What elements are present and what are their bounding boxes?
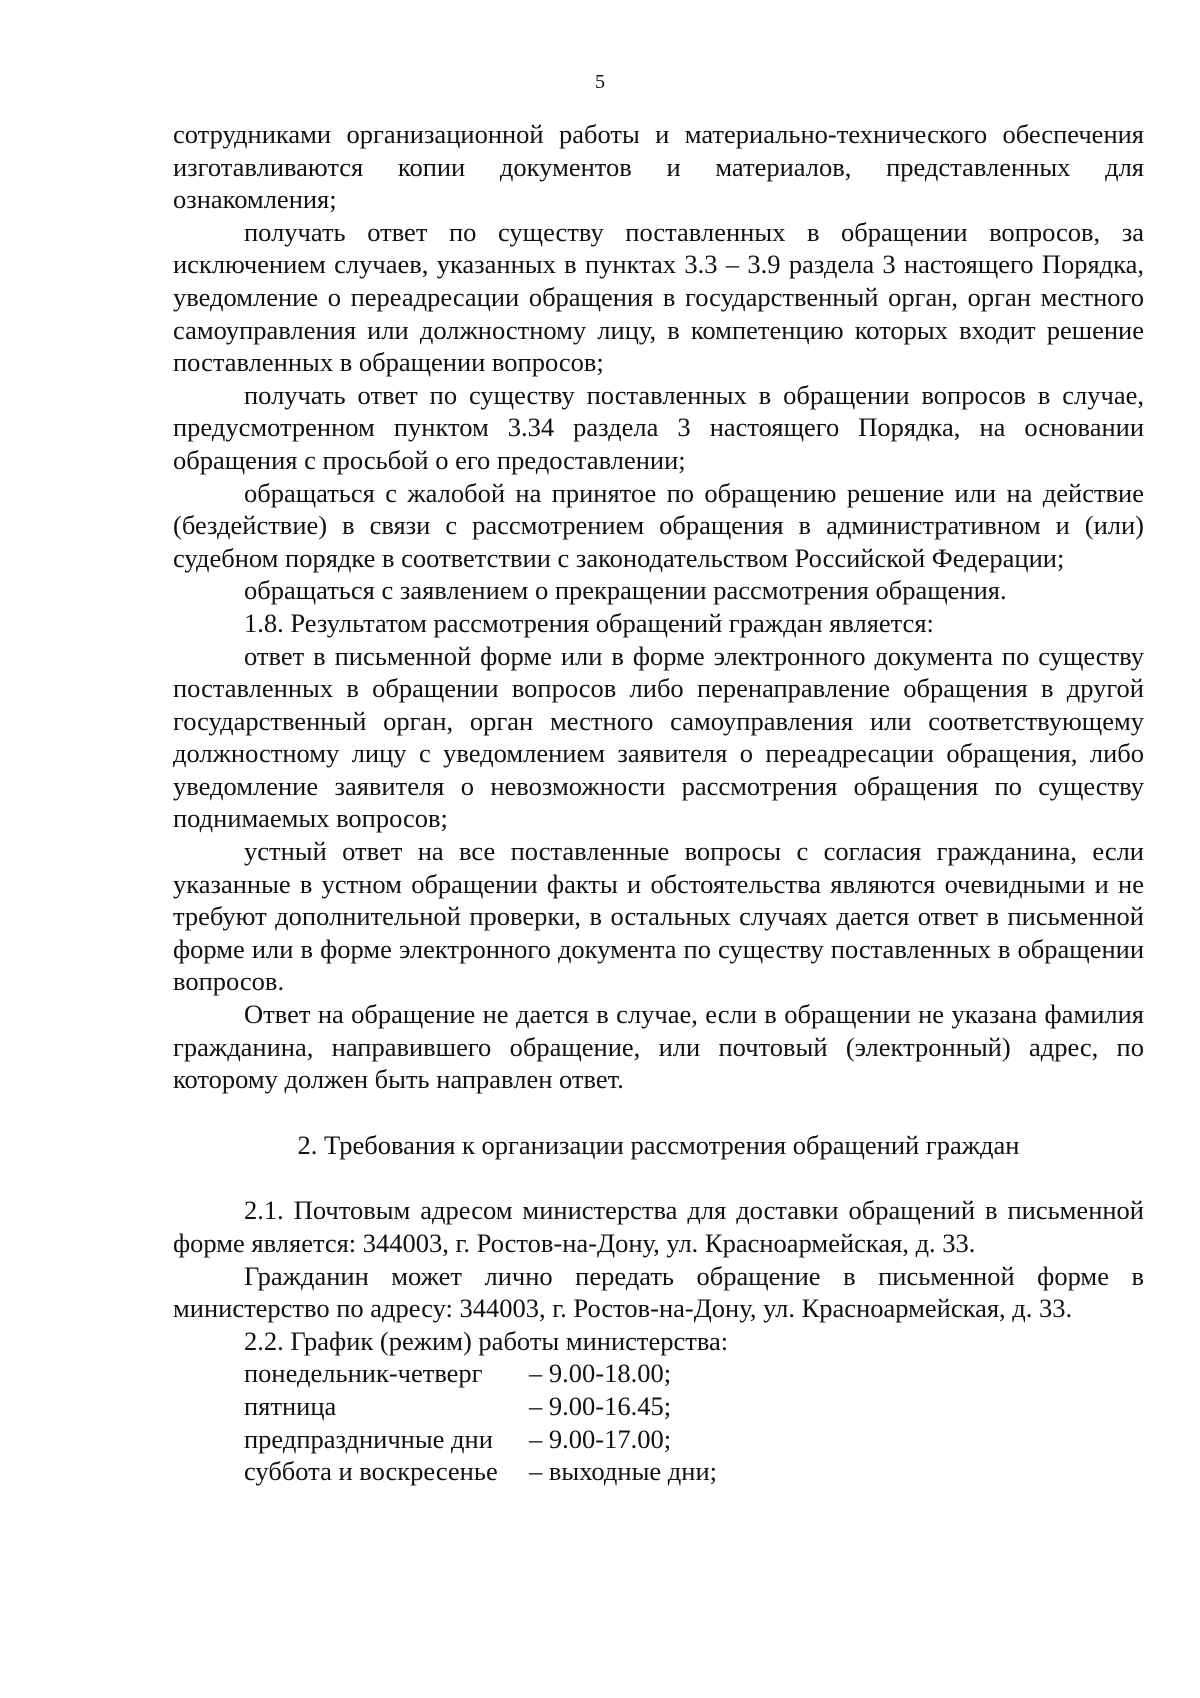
schedule-day: предпраздничные дни	[244, 1423, 493, 1454]
paragraph-right-receive-answer: получать ответ по существу поставленных в обращении вопросов, за исключением случаев, указанных в пунктах 3.3 – 3.9 раздела 3 настоящего Порядка, уведомление о переадресации обращения в государственный орган, орган местного самоуправления или должностному лицу, в компетенцию которых входит решение поставленных в обращении вопросов;	[173, 216, 1144, 378]
paragraph-clause-2-2: 2.2. График (режим) работы министерства:	[244, 1325, 729, 1356]
schedule-row	[244, 1357, 764, 1390]
page-number: 5	[595, 71, 605, 93]
schedule-row	[244, 1423, 764, 1456]
paragraph-result-written: ответ в письменной форме или в форме электронного документа по существу поставленных в обращении вопросов либо перенаправление обращения в другой государственный орган, орган местного самоуправления или соответствующему должностному лицу с уведомлением заявителя о переадресации обращения, либо уведомление заявителя о невозможности рассмотрения обращения по существу поднимаемых вопросов;	[173, 640, 1144, 834]
section-2-heading: 2. Требования к организации рассмотрения обращений граждан	[297, 1129, 1020, 1160]
paragraph-personal-delivery: Гражданин может лично передать обращение в письменной форме в министерство по адресу: 344003, г. Ростов-на-Дону, ул. Красноармейская, д. 33.	[173, 1260, 1144, 1324]
schedule-time: – выходные дни;	[529, 1456, 717, 1487]
schedule-time: – 9.00-16.45;	[529, 1390, 672, 1421]
schedule-day: пятница	[244, 1390, 337, 1421]
schedule-row	[244, 1390, 764, 1423]
paragraph-right-terminate: обращаться с заявлением о прекращении рассмотрения обращения.	[244, 575, 1007, 606]
schedule-time: – 9.00-17.00;	[529, 1423, 672, 1454]
paragraph-right-complaint: обращаться с жалобой на принятое по обращению решение или на действие (бездействие) в связи с рассмотрением обращения в административном и (или) судебном порядке в соответствии с законодательством Российской Федерации;	[173, 477, 1144, 573]
paragraph-clause-2-1: 2.1. Почтовым адресом министерства для доставки обращений в письменной форме является: 344003, г. Ростов-на-Дону, ул. Красноармейская, д. 33.	[173, 1195, 1144, 1258]
schedule-day: понедельник-четверг	[244, 1358, 483, 1389]
paragraph-result-oral: устный ответ на все поставленные вопросы с согласия гражданина, если указанные в устном обращении факты и обстоятельства являются очевидными и не требуют дополнительной проверки, в остальных случаях дается ответ в письменной форме или в форме электронного документа по существу поставленных в обращении вопросов.	[173, 836, 1144, 997]
schedule-row	[244, 1455, 764, 1488]
paragraph-no-answer: Ответ на обращение не дается в случае, если в обращении не указана фамилия гражданина, направившего обращение, или почтовый (электронный) адрес, по которому должен быть направлен ответ.	[173, 999, 1144, 1095]
paragraph-right-receive-answer-3-34: получать ответ по существу поставленных в обращении вопросов в случае, предусмотренном пунктом 3.34 раздела 3 настоящего Порядка, на основании обращения с просьбой о его предоставлении;	[173, 379, 1144, 475]
paragraph-continuation: сотрудниками организационной работы и материально-технического обеспечения изготавливаются копии документов и материалов, представленных для ознакомления;	[173, 119, 1144, 215]
paragraph-clause-1-8: 1.8. Результатом рассмотрения обращений граждан является:	[244, 607, 934, 638]
work-schedule	[244, 1357, 764, 1487]
schedule-time: – 9.00-18.00;	[529, 1358, 672, 1389]
document-body	[173, 118, 1144, 1488]
schedule-day: суббота и воскресенье	[244, 1456, 498, 1487]
